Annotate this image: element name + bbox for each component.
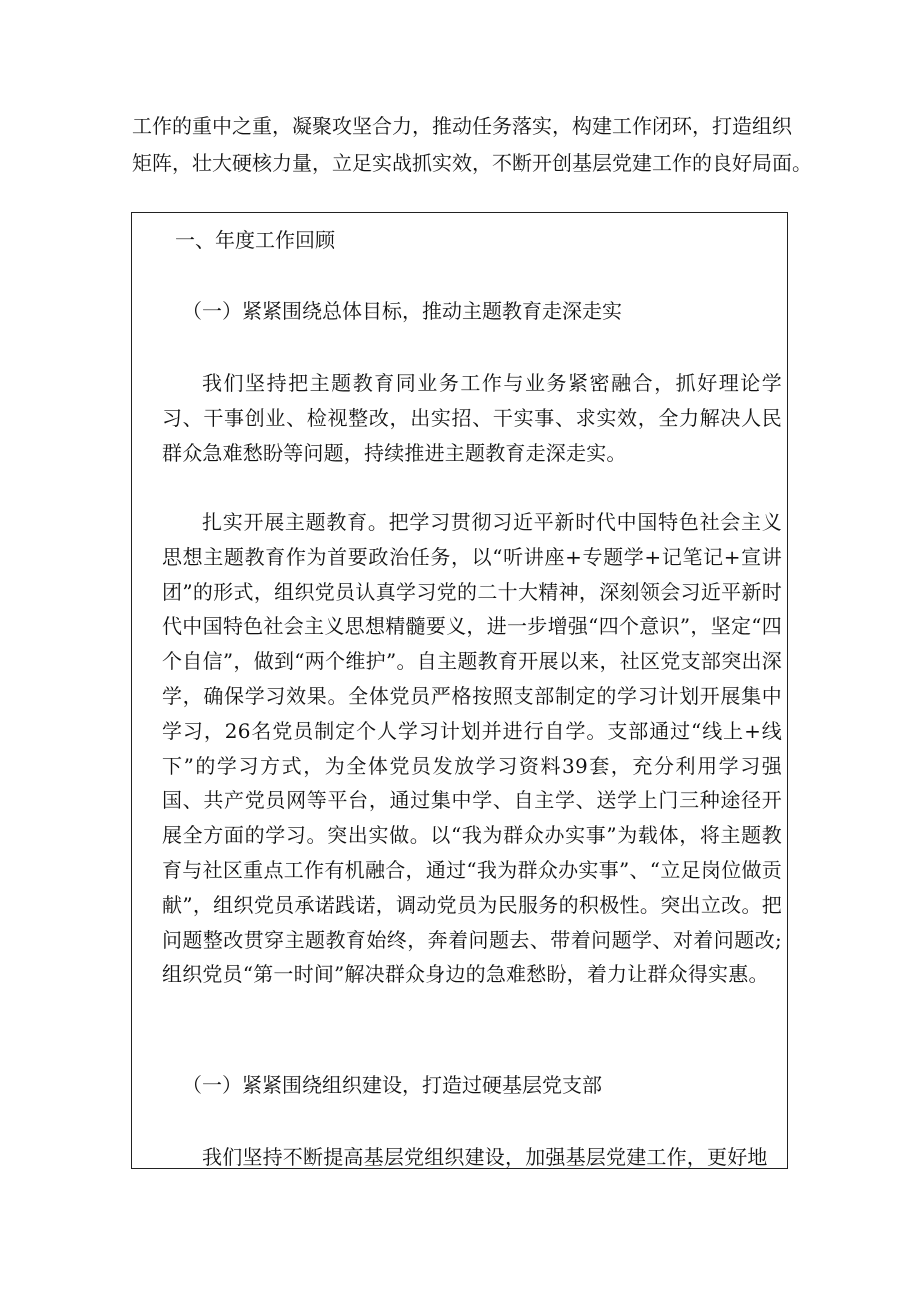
intro-line-1: 工作的重中之重，凝聚攻坚合力，推动任务落实，构建工作闭环，打造组织	[132, 114, 792, 138]
subsection-heading-2: （一）紧紧围绕组织建设，打造过硬基层党支部	[182, 1073, 602, 1097]
subsection-heading-1: （一）紧紧围绕总体目标，推动主题教育走深走实	[182, 299, 622, 323]
subsection-1-paragraph-1: 我们坚持把主题教育同业务工作与业务紧密融合，抓好理论学习、干事创业、检视整改，出实招、干实事、求实效，全力解决人民群众急难愁盼等问题，持续推进主题教育走深走实。	[162, 371, 782, 465]
subsection-1-paragraph-2: 扎实开展主题教育。把学习贯彻习近平新时代中国特色社会主义思想主题教育作为首要政治任务，以“听讲座+专题学+记笔记+宣讲团”的形式，组织党员认真学习党的二十大精神，深刻领会习近平新时代中国特色社会主义思想精髓要义，进一步增强“四个意识”，坚定“四个自信”，做到“两个维护”。自主题教育开展以来，社区党支部突出深学，确保学习效果。全体党员严格按照支部制定的学习计划开展集中学习，26名党员制定个人学习计划并进行自学。支部通过“线上+线下”的学习方式，为全体党员发放学习资料39套，充分利用学习强国、共产党员网等平台，通过集中学、自主学、送学上门三种途径开展全方面的学习。突出实做。以“我为群众办实事”为载体，将主题教育与社区重点工作有机融合，通过“我为群众办实事”、“立足岗位做贡献”，组织党员承诺践诺，调动党员为民服务的积极性。突出立改。把问题整改贯穿主题教育始终，奔着问题去、带着问题学、对着问题改;组织党员“第一时间”解决群众身边的急难愁盼，着力让群众得实惠。	[162, 510, 782, 987]
subsection-2-paragraph-1: 我们坚持不断提高基层党组织建设，加强基层党建工作，更好地	[202, 1145, 768, 1169]
section-title: 一、年度工作回顾	[175, 228, 335, 252]
intro-line-2: 矩阵，壮大硬核力量，立足实战抓实效，不断开创基层党建工作的良好局面。	[132, 151, 812, 175]
